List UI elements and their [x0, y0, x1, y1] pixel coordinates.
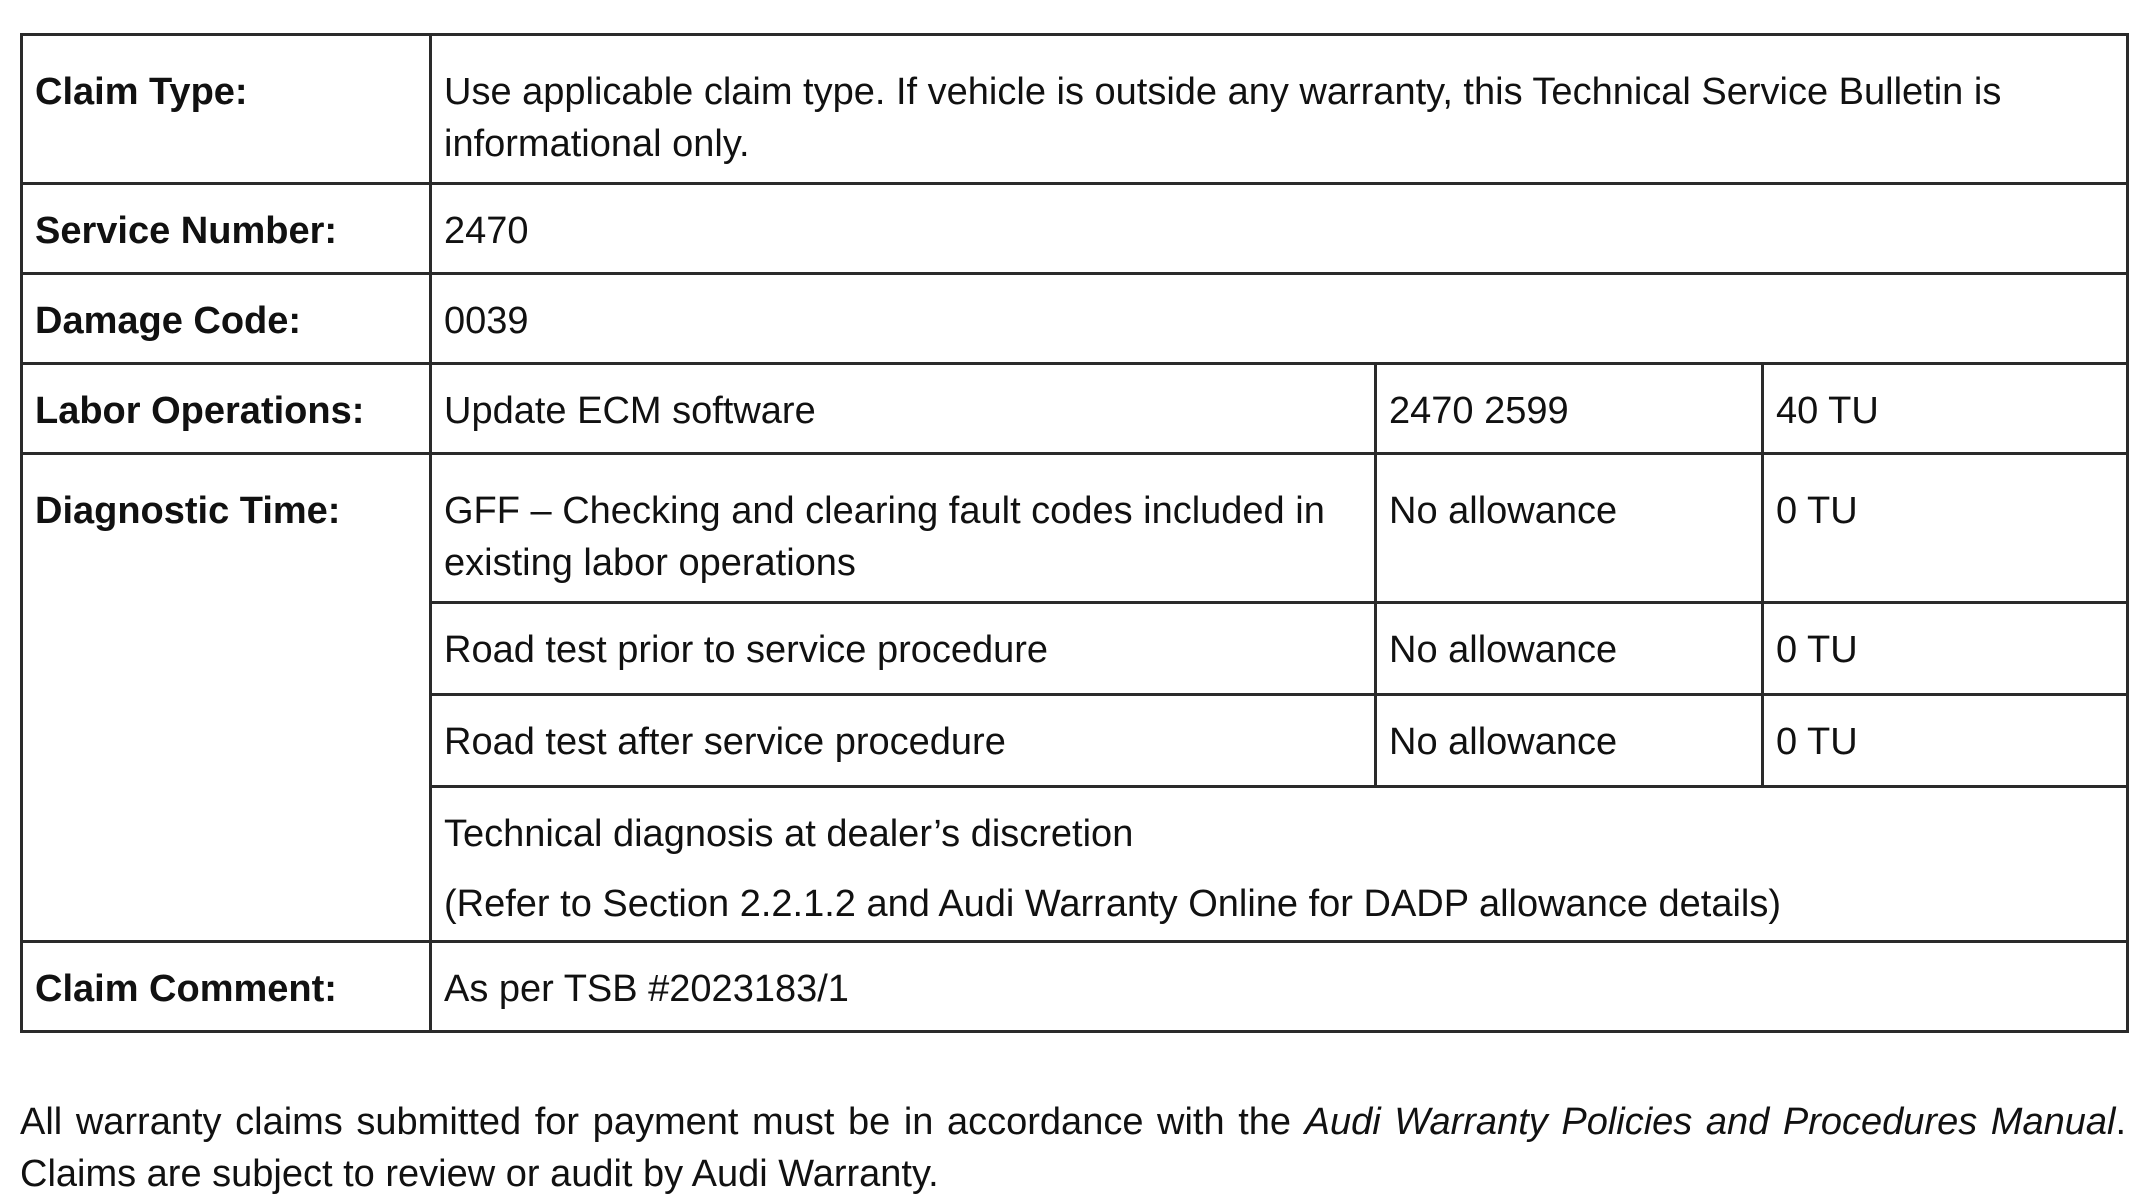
footer-text-before: All warranty claims submitted for payment must be in accordance with the: [20, 1101, 1305, 1143]
labor-operation-code: 2470 2599: [1376, 364, 1763, 454]
warranty-policy-note: [20, 1096, 2126, 1200]
labor-operation-time: 40 TU: [1763, 364, 2128, 454]
warranty-manual-title: Audi Warranty Policies and Procedures Manual: [1304, 1101, 2116, 1143]
footer-text-after: . Claims are subject to review or audit by Audi Warranty.: [20, 1101, 2126, 1195]
diagnostic-time-value: 0 TU: [1763, 695, 2128, 787]
diagnostic-time-label: Diagnostic Time:: [22, 454, 431, 942]
claim-type-label: Claim Type:: [22, 35, 431, 184]
warranty-claim-sheet: [20, 33, 2126, 1033]
row-claim-type: [22, 35, 2128, 184]
warranty-claim-table: [20, 33, 2129, 1033]
row-service-number: [22, 184, 2128, 274]
technical-diagnosis-cell: [431, 787, 2128, 942]
diagnostic-description: GFF – Checking and clearing fault codes included in existing labor operations: [431, 454, 1376, 603]
diagnostic-description: Road test after service procedure: [431, 695, 1376, 787]
claim-type-value: Use applicable claim type. If vehicle is outside any warranty, this Technical Service Bulletin is informational only.: [431, 35, 2128, 184]
diagnostic-allowance: No allowance: [1376, 695, 1763, 787]
damage-code-value: 0039: [431, 274, 2128, 364]
diagnostic-description: Road test prior to service procedure: [431, 603, 1376, 695]
service-number-label: Service Number:: [22, 184, 431, 274]
service-number-value: 2470: [431, 184, 2128, 274]
damage-code-label: Damage Code:: [22, 274, 431, 364]
row-claim-comment: [22, 942, 2128, 1032]
technical-diagnosis-text: Technical diagnosis at dealer’s discretion: [444, 813, 1134, 855]
labor-operations-label: Labor Operations:: [22, 364, 431, 454]
diagnostic-time-value: 0 TU: [1763, 603, 2128, 695]
diagnostic-allowance: No allowance: [1376, 603, 1763, 695]
claim-comment-value: As per TSB #2023183/1: [431, 942, 2128, 1032]
claim-comment-label: Claim Comment:: [22, 942, 431, 1032]
diagnostic-time-value: 0 TU: [1763, 454, 2128, 603]
row-damage-code: [22, 274, 2128, 364]
technical-diagnosis-note: (Refer to Section 2.2.1.2 and Audi Warranty Online for DADP allowance details): [444, 883, 1782, 925]
diagnostic-allowance: No allowance: [1376, 454, 1763, 603]
row-labor-operations: [22, 364, 2128, 454]
row-diagnostic-gff: [22, 454, 2128, 603]
labor-operation-description: Update ECM software: [431, 364, 1376, 454]
